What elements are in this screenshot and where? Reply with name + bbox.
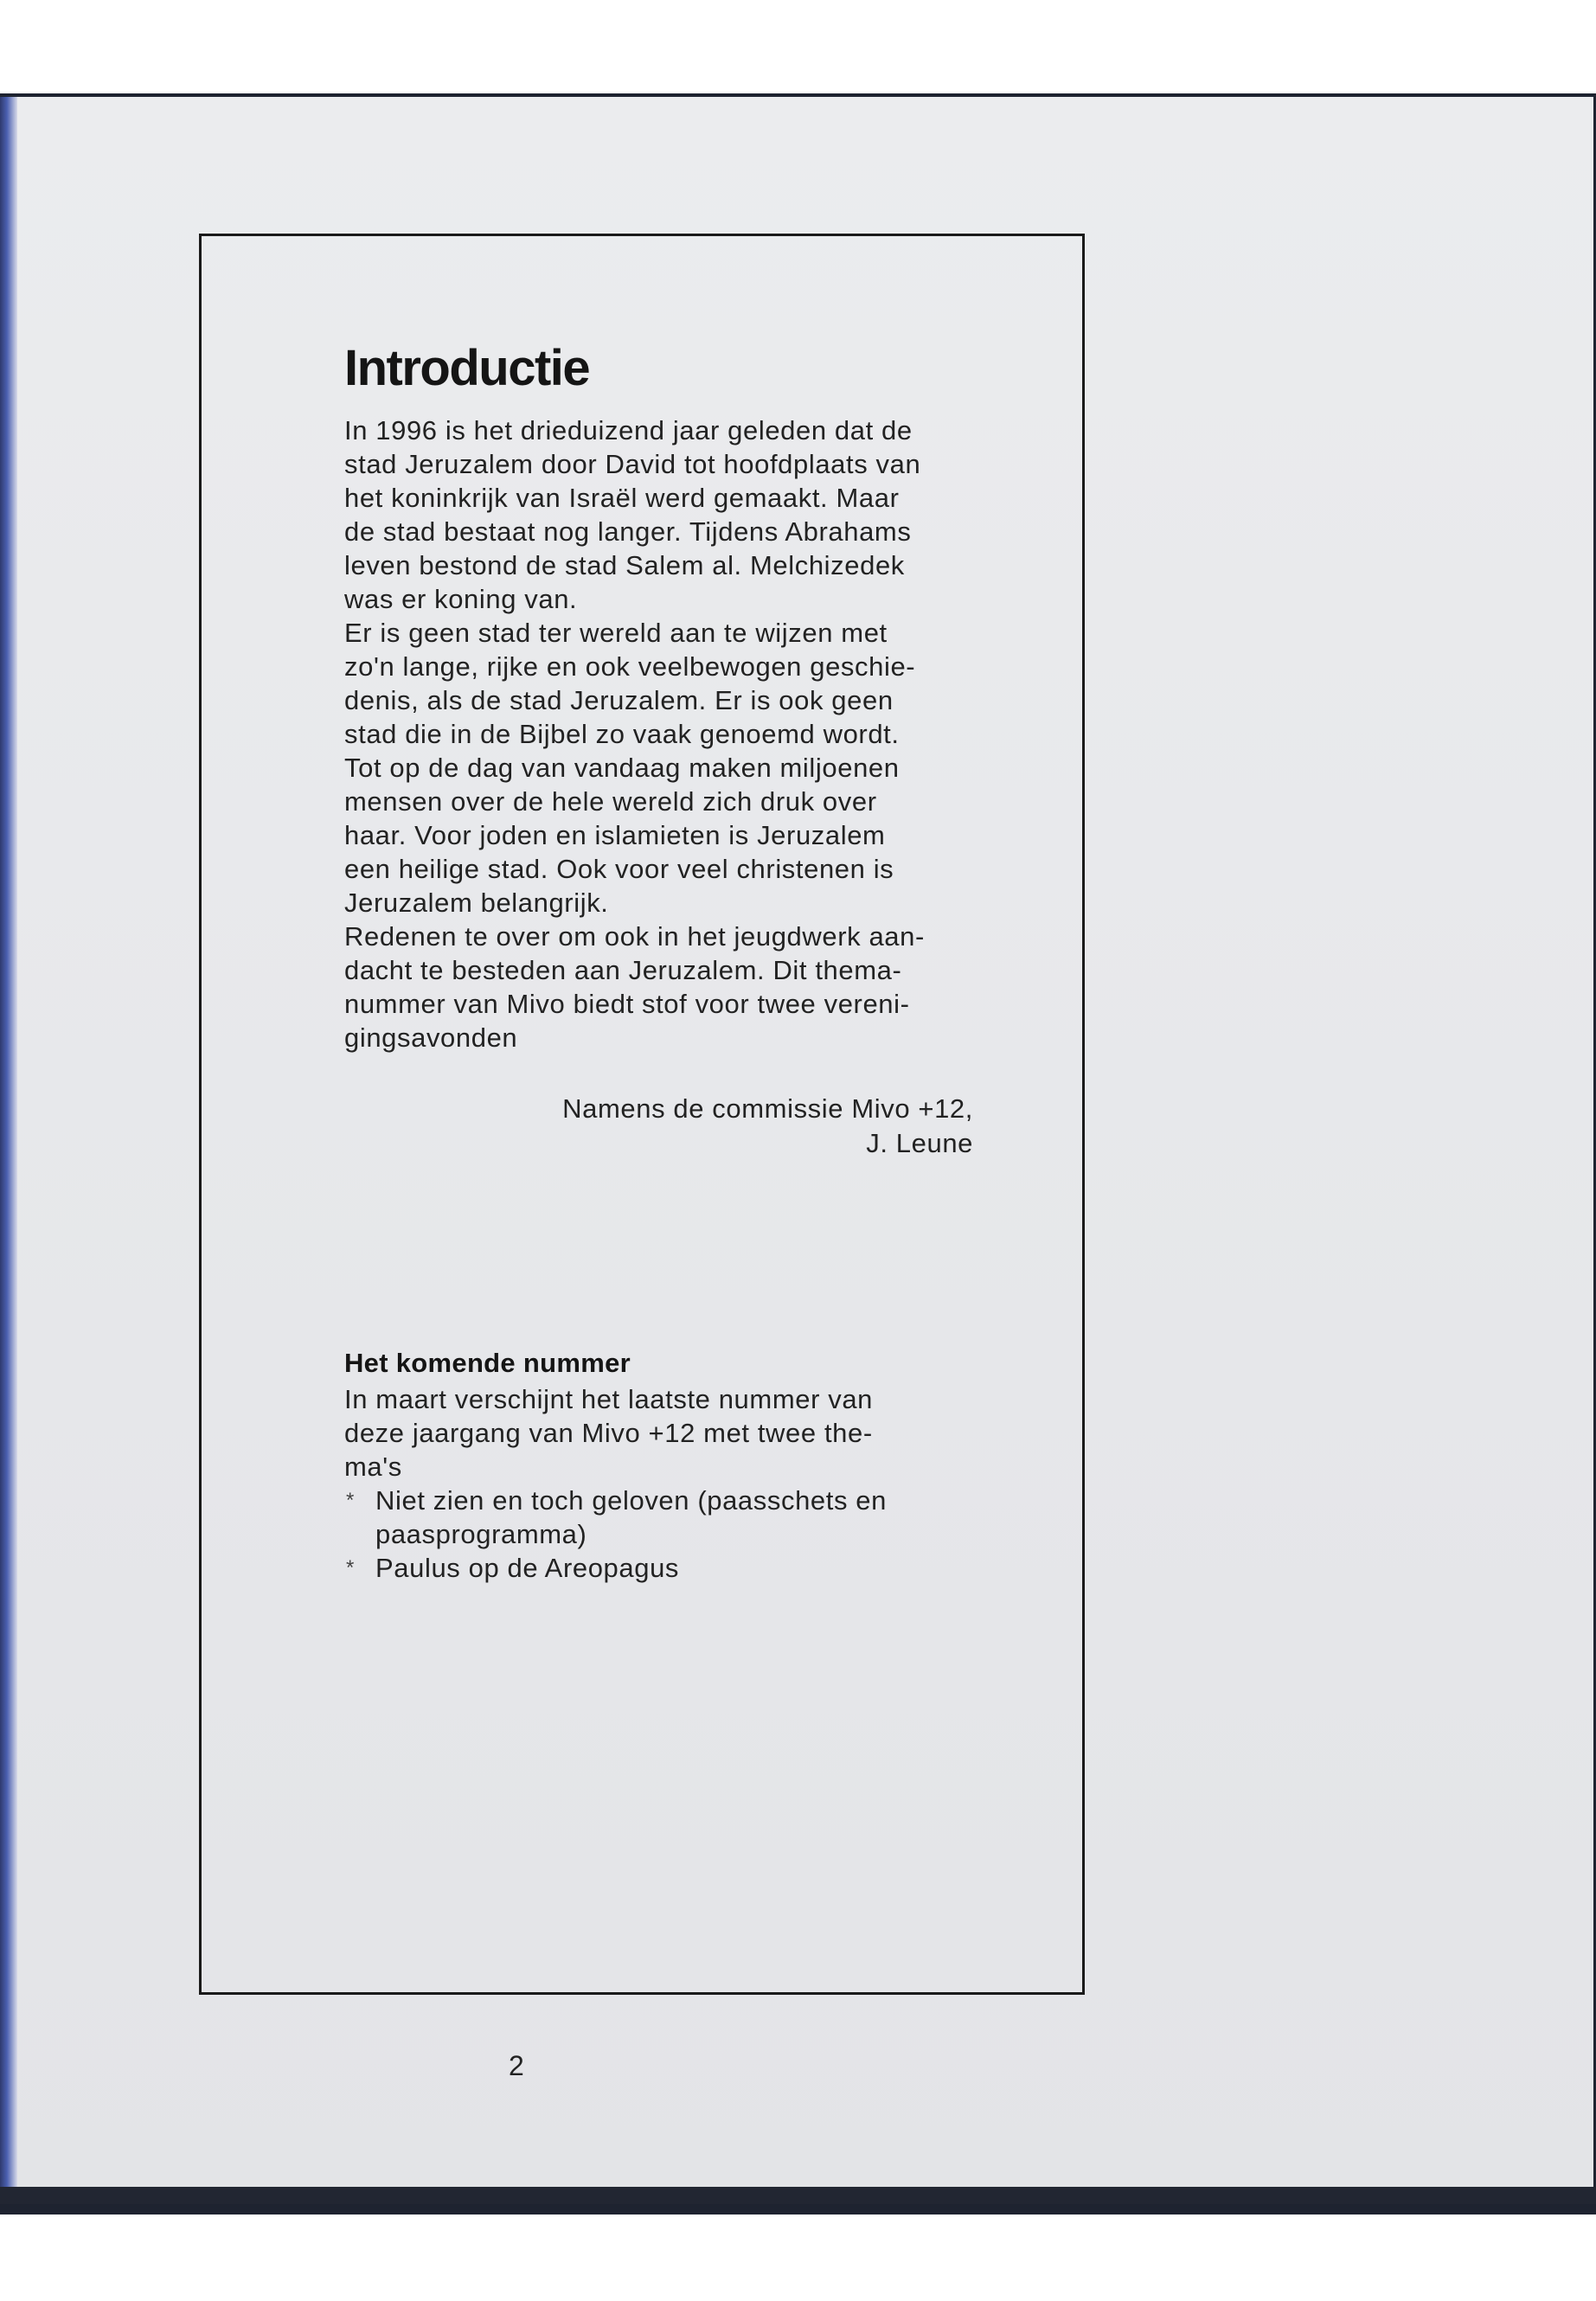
signature-line: J. Leune [866,1128,973,1158]
topic-text: Niet zien en toch geloven (paasschets en [375,1485,887,1516]
next-issue-topics [344,1484,1002,1585]
book-spine [0,97,17,2201]
intro-line: Jeruzalem belangrijk. [344,888,609,918]
intro-line: denis, als de stad Jeruzalem. Er is ook geen [344,685,894,715]
list-item [344,1484,1002,1517]
intro-title: Introductie [344,340,590,396]
intro-line: In 1996 is het drieduizend jaar geleden dat de [344,415,913,445]
next-issue-line: deze jaargang van Mivo +12 met twee the- [344,1418,873,1448]
signature [484,1092,973,1161]
intro-line: dacht te besteden aan Jeruzalem. Dit thema- [344,955,902,985]
scan-bottom-edge [0,2187,1596,2204]
next-issue-title: Het komende nummer [344,1348,631,1378]
intro-line: leven bestond de stad Salem al. Melchizedek [344,550,905,580]
intro-line: nummer van Mivo biedt stof voor twee vereni- [344,989,910,1019]
signature-line: Namens de commissie Mivo +12, [562,1093,973,1124]
list-item [344,1551,1002,1585]
list-item-continuation [344,1517,1002,1551]
intro-body [344,413,1002,1054]
intro-line: was er koning van. [344,584,578,614]
intro-line: stad die in de Bijbel zo vaak genoemd wordt. [344,719,900,749]
topic-text: Paulus op de Areopagus [375,1553,680,1583]
intro-line: mensen over de hele wereld zich druk over [344,786,877,817]
next-issue-line: In maart verschijnt het laatste nummer van [344,1384,874,1414]
intro-line: Tot op de dag van vandaag maken miljoenen [344,753,900,783]
asterisk-icon: * [346,1489,355,1512]
topic-text: paasprogramma) [375,1519,587,1549]
intro-line: de stad bestaat nog langer. Tijdens Abrahams [344,516,912,547]
page-number: 2 [509,2050,524,2081]
intro-line: Redenen te over om ook in het jeugdwerk aan- [344,921,925,952]
intro-line: het koninkrijk van Israël werd gemaakt. Maar [344,483,900,513]
intro-line: zo'n lange, rijke en ook veelbewogen geschie- [344,651,916,682]
next-issue-body [344,1382,1002,1585]
intro-line: gingsavonden [344,1022,518,1053]
next-issue-line: ma's [344,1452,402,1482]
asterisk-icon: * [346,1556,355,1580]
intro-line: Er is geen stad ter wereld aan te wijzen met [344,618,888,648]
intro-line: haar. Voor joden en islamieten is Jeruzalem [344,820,886,850]
intro-line: een heilige stad. Ook voor veel christenen is [344,854,894,884]
intro-line: stad Jeruzalem door David tot hoofdplaats van [344,449,921,479]
